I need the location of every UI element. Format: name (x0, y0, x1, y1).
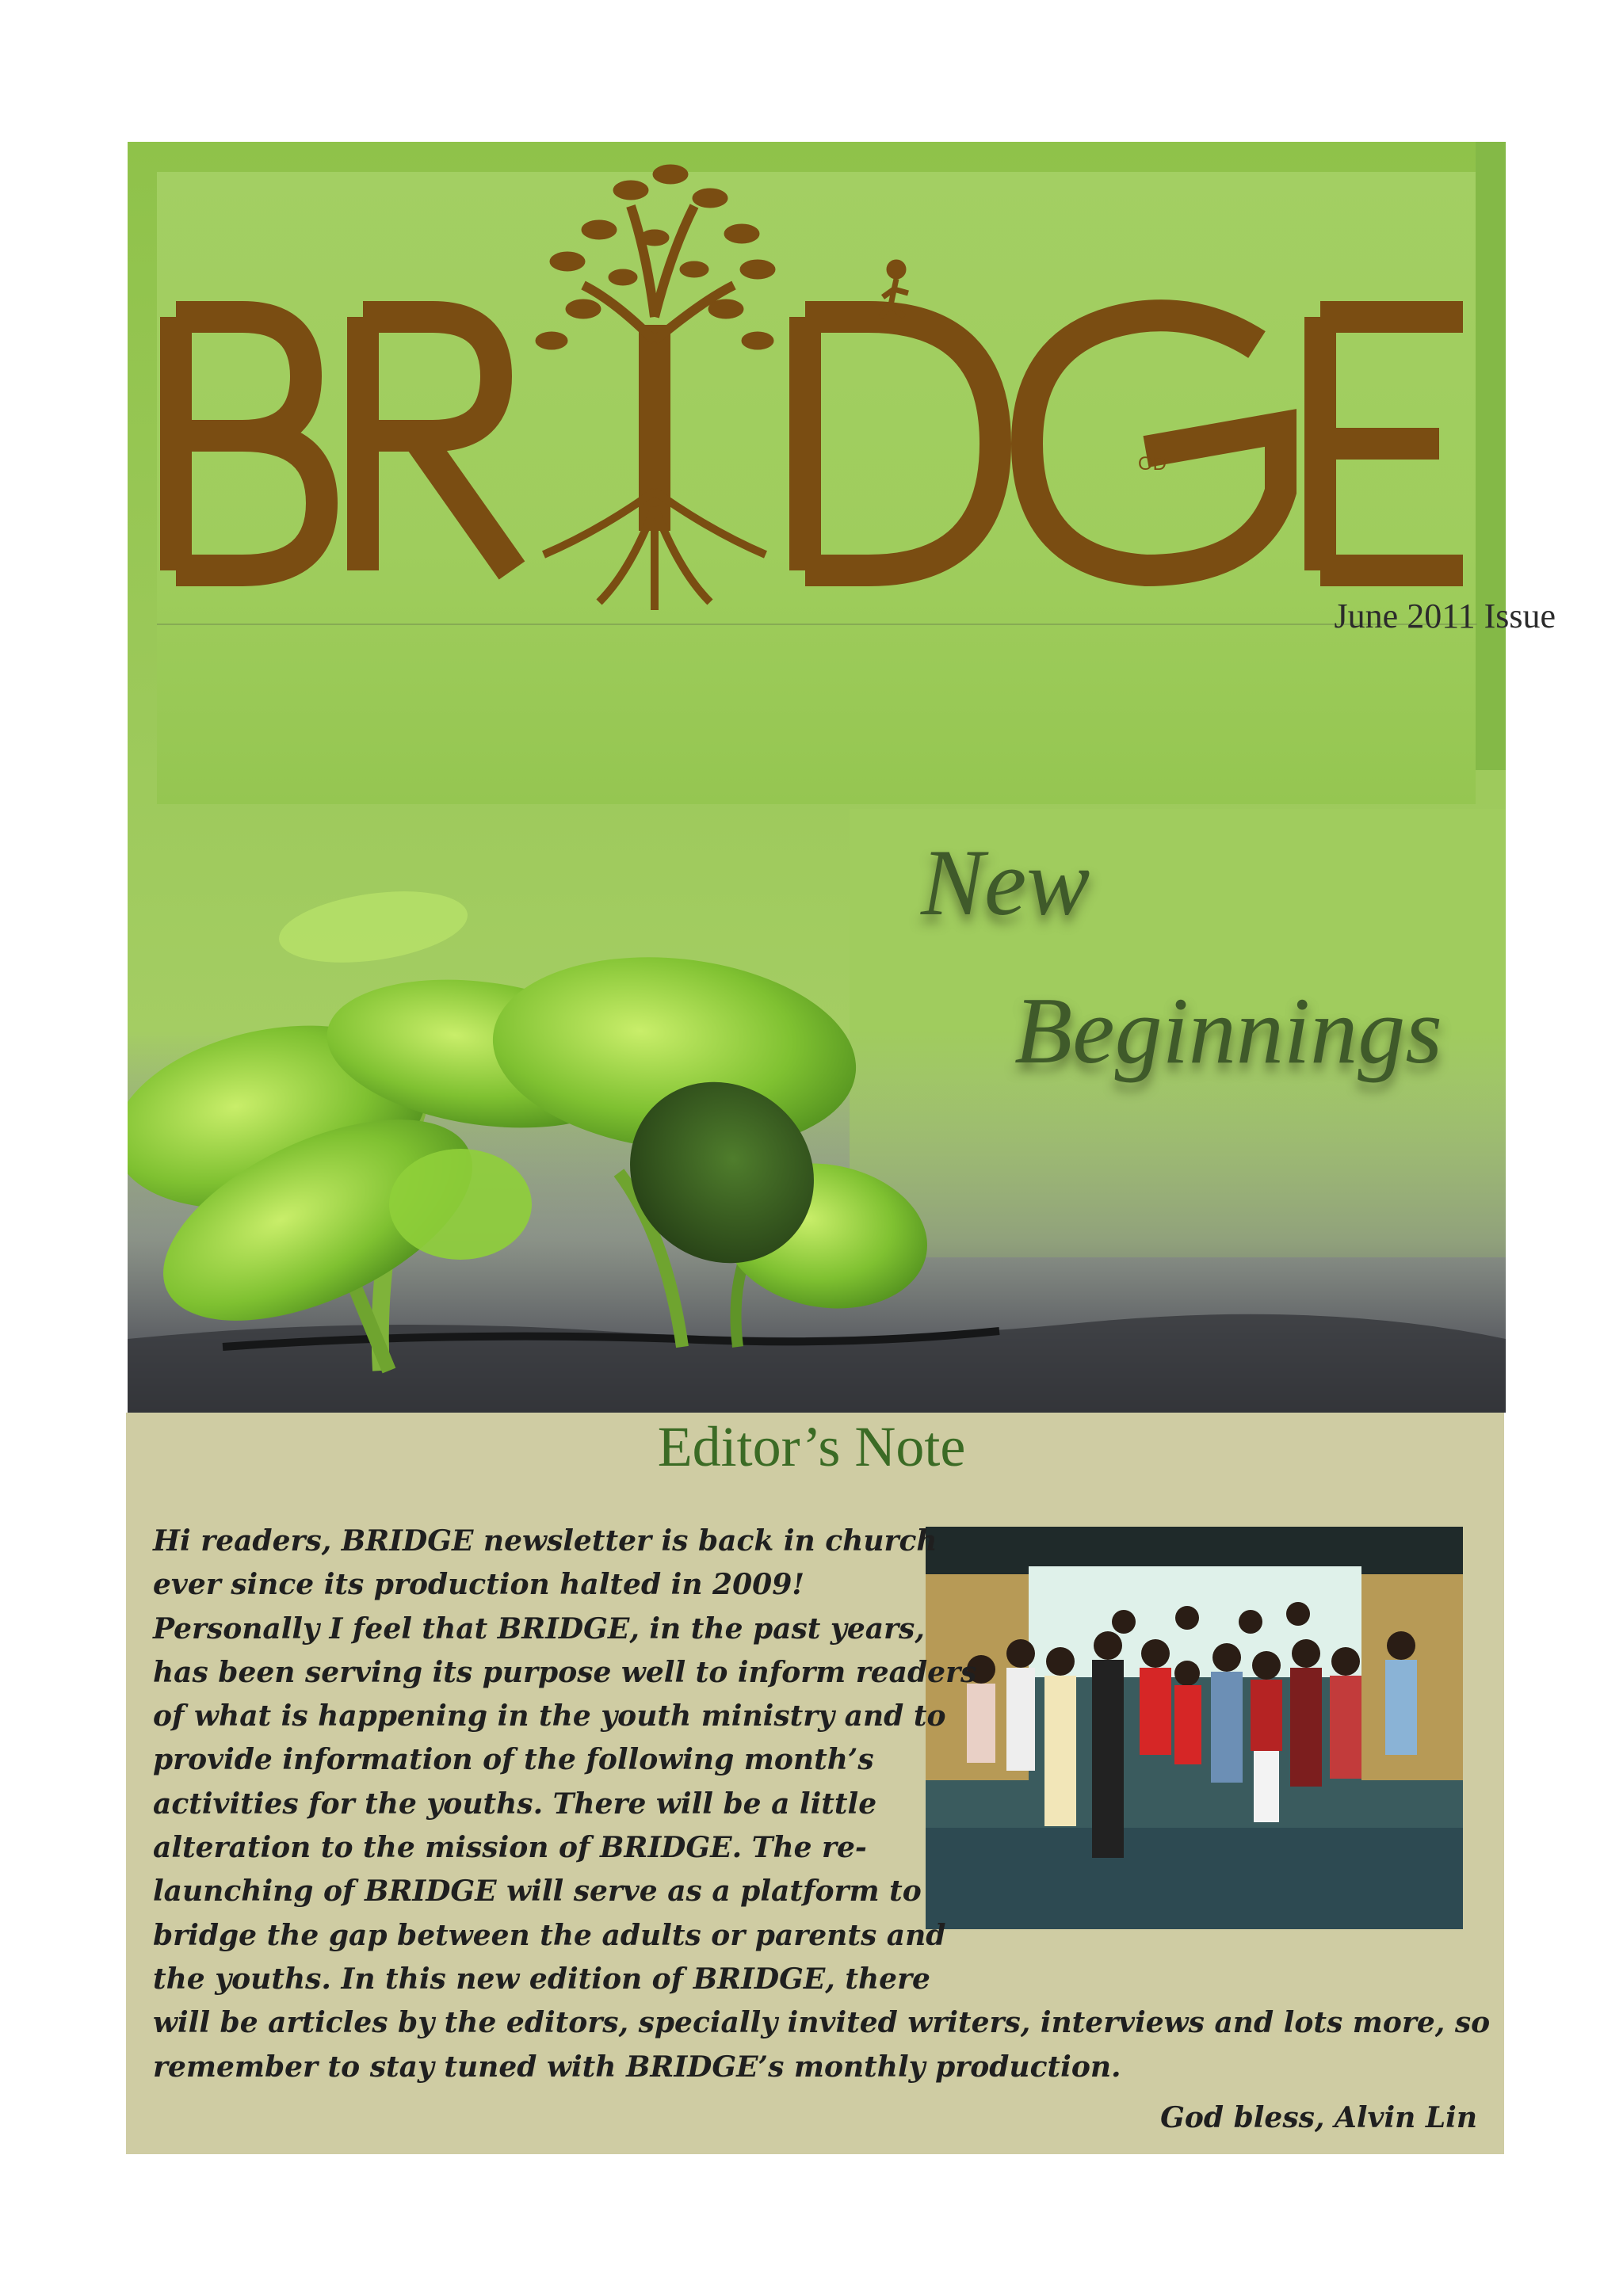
body-line: activities for the youths. There will be a little (153, 1787, 877, 1821)
headline-line-1: New (921, 830, 1090, 935)
sprout-photo (128, 792, 1506, 1413)
bridge-logo (155, 158, 1503, 634)
body-line: provide information of the following month’s (153, 1743, 874, 1777)
body-line: launching of BRIDGE will serve as a platform to (153, 1875, 922, 1909)
body-line: bridge the gap between the adults or parents and (153, 1918, 946, 1952)
logo-od-mark: OD (1138, 453, 1167, 475)
body-line: Hi readers, BRIDGE newsletter is back in church (153, 1524, 938, 1558)
body-line: ever since its production halted in 2009! (153, 1568, 805, 1602)
editors-note-title: Editor’s Note (657, 1415, 966, 1478)
editors-note-body (153, 1520, 1491, 2089)
body-line: Personally I feel that BRIDGE, in the past years, (153, 1611, 925, 1646)
body-line: remember to stay tuned with BRIDGE’s monthly production. (153, 2050, 1121, 2084)
masthead-divider (157, 624, 1477, 625)
body-line: has been serving its purpose well to inform readers (153, 1655, 977, 1689)
editor-signoff: God bless, Alvin Lin (1160, 2101, 1477, 2134)
issue-date: June 2011 Issue (1334, 597, 1556, 635)
body-line: alteration to the mission of BRIDGE. The re- (153, 1831, 867, 1865)
body-line: will be articles by the editors, specially invited writers, interviews and lots more, so (153, 2006, 1491, 2040)
body-line: of what is happening in the youth ministry and to (153, 1699, 946, 1733)
headline-line-2: Beginnings (1014, 978, 1442, 1083)
body-line: the youths. In this new edition of BRIDGE, there (153, 1962, 930, 1996)
